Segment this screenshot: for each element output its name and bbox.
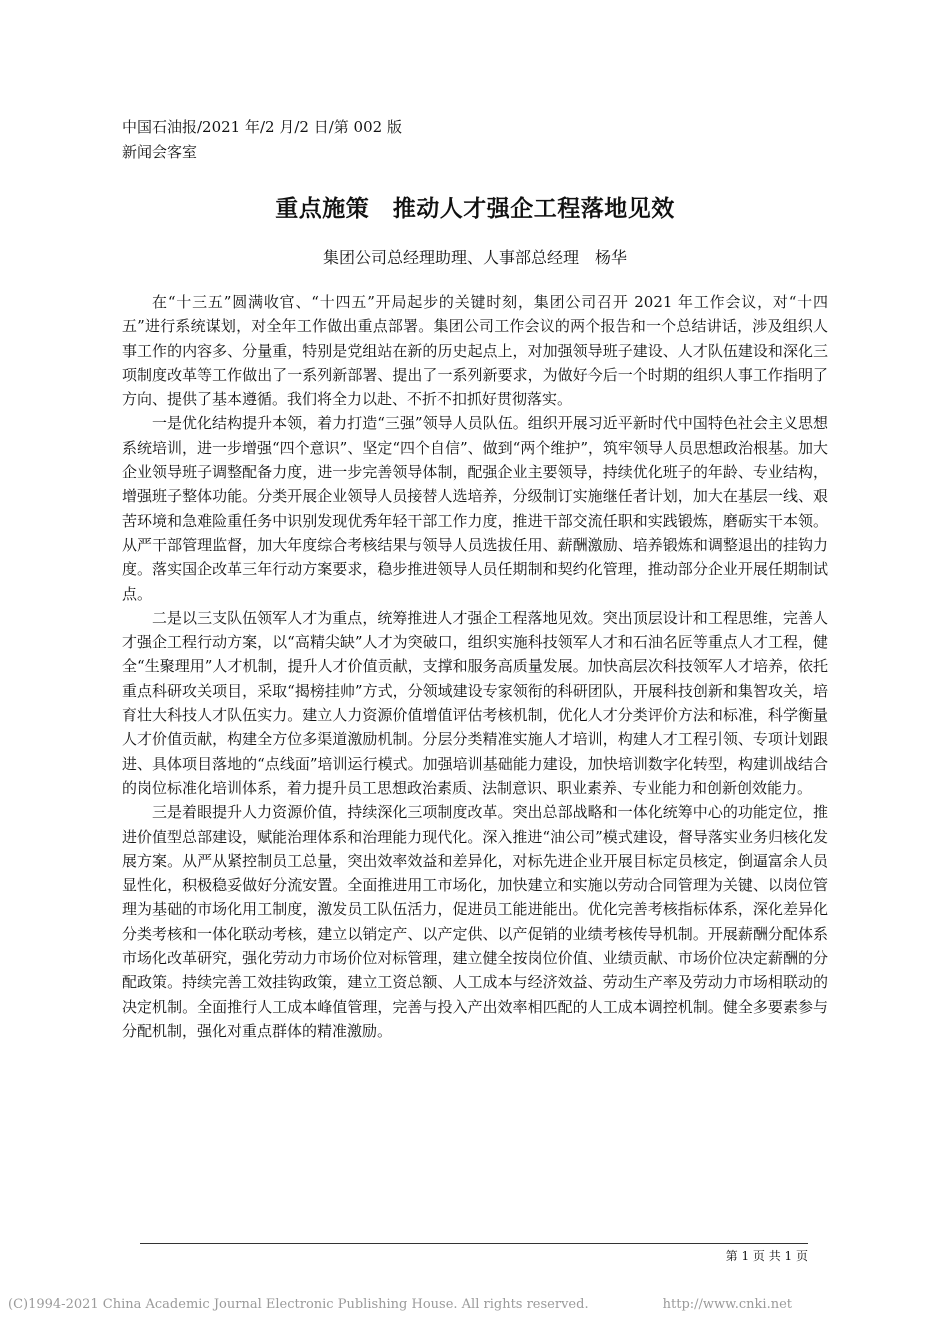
- footer-divider: [140, 1243, 808, 1244]
- document-header: [122, 115, 402, 165]
- page-number: 第 1 页 共 1 页: [725, 1249, 808, 1263]
- paragraph-talent: 二是以三支队伍领军人才为重点，统筹推进人才强企工程落地见效。突出顶层设计和工程思维，完善人才强企工程行动方案，以“高精尖缺”人才为突破口，组织实施科技领军人才和石油名匠等重点人才工程，健全“生聚理用”人才机制，提升人才价值贡献，支撑和服务高质量发展。加快高层次科技领军人才培养，依托重点科研攻关项目，采取“揭榜挂帅”方式，分领域建设专家领衔的科研团队，开展科技创新和集智攻关，培育壮大科技人才队伍实力。建立人力资源价值增值评估考核机制，优化人才分类评价方法和标准，科学衡量人才价值贡献，构建全方位多渠道激励机制。分层分类精准实施人才培训，构建人才工程引领、专项计划跟进、具体项目落地的“点线面”培训运行模式。加强培训基础能力建设，加快培训数字化转型，构建训战结合的岗位标准化培训体系，着力提升员工思想政治素质、法制意识、职业素养、专业能力和创新创效能力。: [122, 608, 828, 797]
- paragraph-leadership: 一是优化结构提升本领，着力打造“三强”领导人员队伍。组织开展习近平新时代中国特色社会主义思想系统培训，进一步增强“四个意识”、坚定“四个自信”、做到“两个维护”，筑牢领导人员思想政治根基。加大企业领导班子调整配备力度，进一步完善领导体制，配强企业主要领导，持续优化班子的年龄、专业结构，增强班子整体功能。分类开展企业领导人员接替人选培养，分级制订实施继任者计划，加大在基层一线、艰苦环境和急难险重任务中识别发现优秀年轻干部工作力度，推进干部交流任职和实践锻炼，磨砺实干本领。从严干部管理监督，加大年度综合考核结果与领导人员选拔任用、薪酬激励、培养锻炼和调整退出的挂钩力度。落实国企改革三年行动方案要求，稳步推进领导人员任期制和契约化管理，推动部分企业开展任期制试点。: [122, 414, 829, 603]
- paragraph-intro: 在“十三五”圆满收官、“十四五”开局起步的关键时刻，集团公司召开 2021 年工作会议，对“十四五”进行系统谋划，对全年工作做出重点部署。集团公司工作会议的两个报告和一个总结讲话，涉及组织人事工作的内容多、分量重，特别是党组站在新的历史起点上，对加强领导班子建设、人才队伍建设和深化三项制度改革等工作做出了一系列新部署、提出了一系列新要求，为做好今后一个时期的组织人事工作指明了方向、提供了基本遵循。我们将全力以赴、不折不扣抓好贯彻落实。: [122, 293, 828, 409]
- website-link[interactable]: http://www.cnki.net: [662, 1297, 792, 1312]
- source-line: 中国石油报/2021 年/2 月/2 日/第 002 版: [122, 118, 402, 136]
- article-title: 重点施策 推动人才强企工程落地见效: [275, 196, 675, 222]
- article-body: [122, 290, 828, 1043]
- copyright-bar: [8, 1297, 942, 1312]
- paragraph-reform: 三是着眼提升人力资源价值，持续深化三项制度改革。突出总部战略和一体化统筹中心的功能定位，推进价值型总部建设，赋能治理体系和治理能力现代化。深入推进“油公司”模式建设，督导落实业务归核化发展方案。从严从紧控制员工总量，突出效率效益和差异化，对标先进企业开展目标定员核定，倒逼富余人员显性化，积极稳妥做好分流安置。全面推进用工市场化，加快建立和实施以劳动合同管理为关键、以岗位管理为基础的市场化用工制度，激发员工队伍活力，促进员工能进能出。优化完善考核指标体系，深化差异化分类考核和一体化联动考核，建立以销定产、以产定供、以产促销的业绩考核传导机制。开展薪酬分配体系市场化改革研究，强化劳动力市场价位对标管理，建立健全按岗位价值、业绩贡献、市场价位决定薪酬的分配政策。持续完善工效挂钩政策，建立工资总额、人工成本与经济效益、劳动生产率及劳动力市场相联动的决定机制。全面推行人工成本峰值管理，完善与投入产出效率相匹配的人工成本调控机制。健全多要素参与分配机制，强化对重点群体的精准激励。: [122, 803, 828, 1040]
- copyright-notice: (C)1994-2021 China Academic Journal Electronic Publishing House. All rights reserved.: [8, 1297, 589, 1312]
- article-byline: 集团公司总经理助理、人事部总经理 杨华: [322, 248, 627, 267]
- column-name: 新闻会客室: [122, 143, 198, 161]
